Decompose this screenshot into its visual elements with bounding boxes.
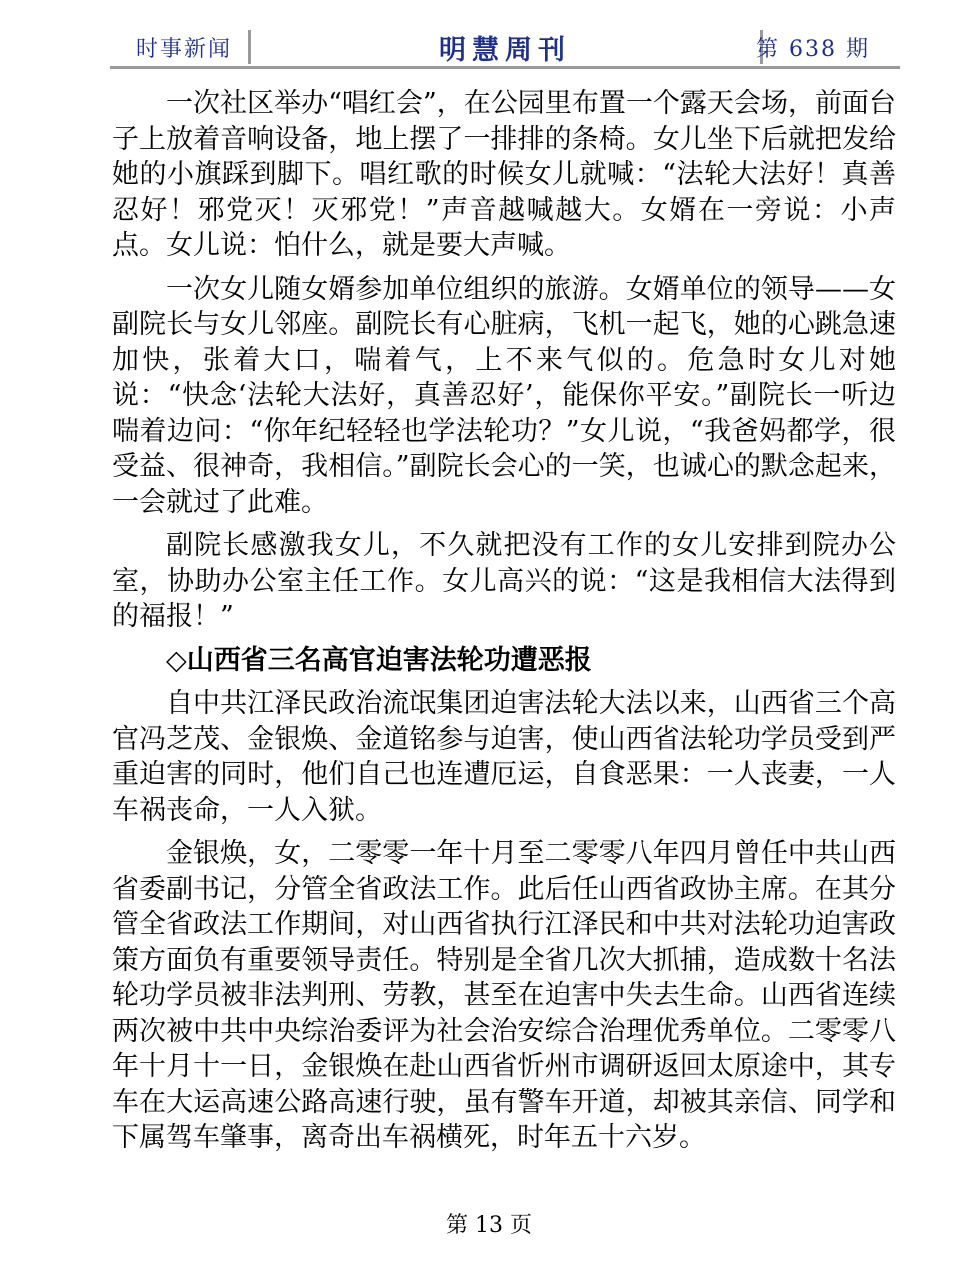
paragraph: 一次社区举办“唱红会”，在公园里布置一个露天会场，前面台子上放着音响设备，地上摆了一排排的条椅。女儿坐下后就把发给她的小旗踩到脚下。唱红歌的时候女儿就喊：“法轮大法好！真善忍好！邪党灭！灭邪党！”声音越喊越大。女婿在一旁说：小声点。女儿说：怕什么，就是要大声喊。 xyxy=(112,88,896,261)
article-body xyxy=(112,86,896,1164)
page-number: 第 13 页 xyxy=(446,1213,532,1238)
paragraph: 金银焕，女，二零零一年十月至二零零八年四月曾任中共山西省委副书记，分管全省政法工作。此后任山西省政协主席。在其分管全省政法工作期间，对山西省执行江泽民和中共对法轮功迫害政策方面负有重要领导责任。特别是全省几次大抓捕，造成数十名法轮功学员被非法判刑、劳教，甚至在迫害中失去生命。山西省连续两次被中共中央综治委评为社会治安综合治理优秀单位。二零零八年十月十一日，金银焕在赴山西省忻州市调研返回太原途中，其专车在大运高速公路高速行驶，虽有警车开道，却被其亲信、同学和下属驾车肇事，离奇出车祸横死，时年五十六岁。 xyxy=(112,838,896,1153)
header-section-label: 时事新闻 xyxy=(136,37,233,62)
publication-title: 明慧周刊 xyxy=(439,35,571,66)
issue-number: 第 638 期 xyxy=(756,37,870,62)
paragraph: 一次女儿随女婿参加单位组织的旅游。女婿单位的领导——女副院长与女儿邻座。副院长有心脏病，飞机一起飞，她的心跳急速加快，张着大口，喘着气，上不来气似的。危急时女儿对她说：“快念‘法轮大法好，真善忍好’，能保你平安。”副院长一听边喘着边问：“你年纪轻轻也学法轮功？”女儿说，“我爸妈都学，很受益、很神奇，我相信。”副院长会心的一笑，也诚心的默念起来，一会就过了此难。 xyxy=(112,273,896,518)
page-header xyxy=(110,28,900,66)
paragraph: 副院长感激我女儿，不久就把没有工作的女儿安排到院办公室，协助办公室主任工作。女儿高兴的说：“这是我相信大法得到的福报！” xyxy=(112,530,896,632)
header-rule xyxy=(110,66,900,69)
section-subheading: ◇山西省三名高官迫害法轮功遭恶报 xyxy=(166,644,592,676)
paragraph: 自中共江泽民政治流氓集团迫害法轮大法以来，山西省三个高官冯芝茂、金银焕、金道铭参与迫害，使山西省法轮功学员受到严重迫害的同时，他们自己也连遭厄运，自食恶果：一人丧妻，一人车祸丧命，一人入狱。 xyxy=(112,688,896,826)
